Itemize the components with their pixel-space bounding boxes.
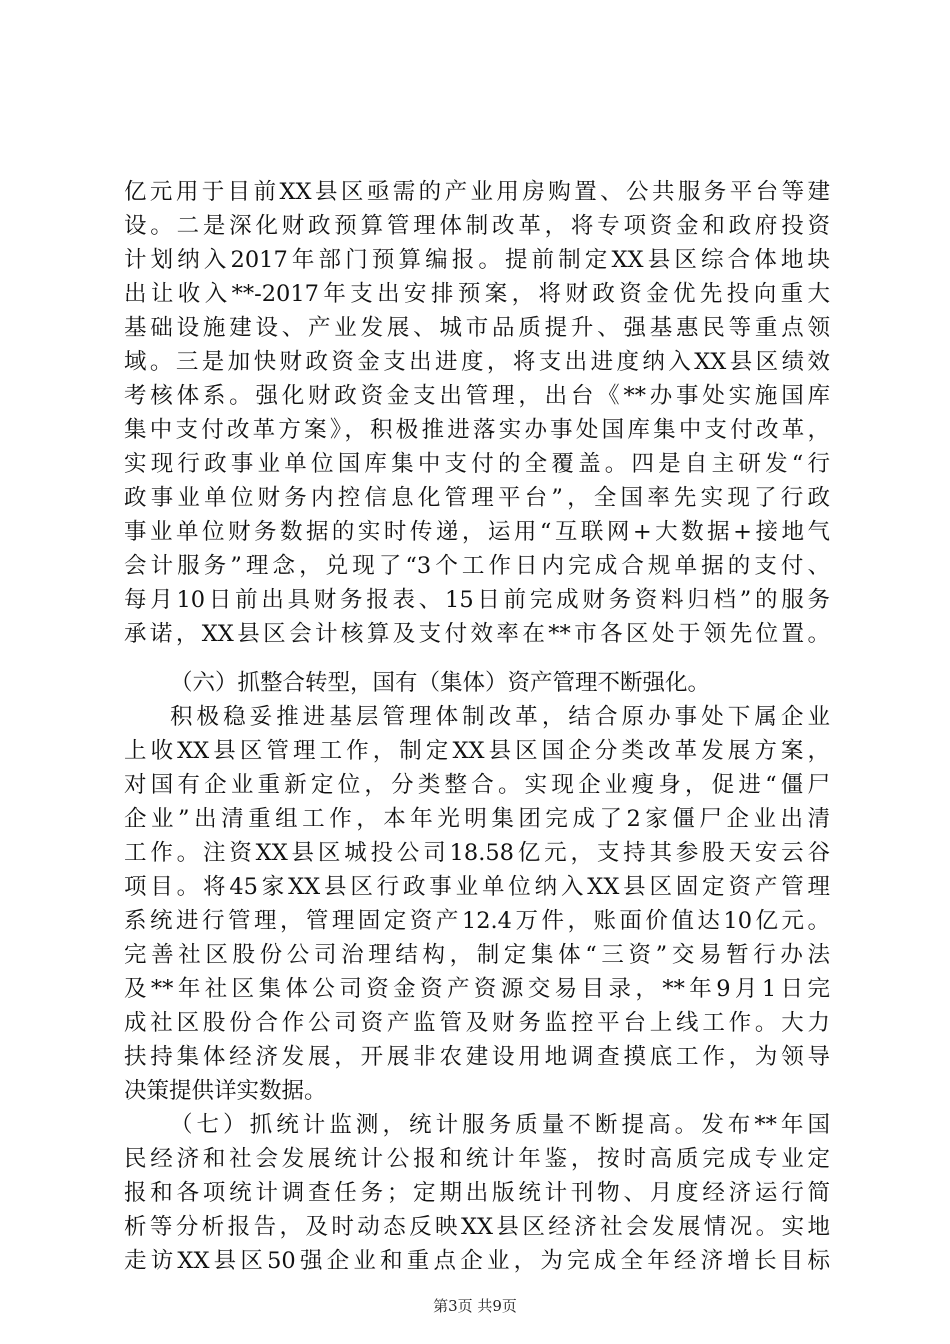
text-line: 走访XX县区50强企业和重点企业，为完成全年经济增长目标 bbox=[124, 1248, 830, 1274]
text-line: 项目。将45家XX县区行政事业单位纳入XX县区固定资产管理 bbox=[124, 874, 830, 900]
text-line: 每月10日前出具财务报表、15日前完成财务资料归档”的服务 bbox=[124, 587, 830, 613]
text-line: 实现行政事业单位国库集中支付的全覆盖。四是自主研发“行 bbox=[124, 451, 830, 477]
text-line: 民经济和社会发展统计公报和统计年鉴，按时高质完成专业定 bbox=[124, 1146, 830, 1172]
text-line: 决策提供详实数据。 bbox=[124, 1078, 327, 1104]
page-number-footer: 第3页 共9页 bbox=[433, 1297, 517, 1315]
text-line: 及**年社区集体公司资金资产资源交易目录，**年9月1日完 bbox=[124, 976, 830, 1002]
text-line: 析等分析报告，及时动态反映XX县区经济社会发展情况。实地 bbox=[124, 1214, 830, 1240]
text-line: 政事业单位财务内控信息化管理平台”，全国率先实现了行政 bbox=[124, 485, 830, 511]
text-line: 域。三是加快财政资金支出进度，将支出进度纳入XX县区绩效 bbox=[124, 349, 830, 375]
text-line: 积极稳妥推进基层管理体制改革，结合原办事处下属企业 bbox=[170, 704, 830, 730]
text-line: 企业”出清重组工作，本年光明集团完成了2家僵尸企业出清 bbox=[124, 806, 830, 832]
text-line: 扶持集体经济发展，开展非农建设用地调查摸底工作，为领导 bbox=[124, 1044, 830, 1070]
text-line: 对国有企业重新定位，分类整合。实现企业瘦身，促进“僵尸 bbox=[124, 772, 830, 798]
text-line: 亿元用于目前XX县区亟需的产业用房购置、公共服务平台等建 bbox=[124, 179, 830, 205]
text-line: 计划纳入2017年部门预算编报。提前制定XX县区综合体地块 bbox=[124, 247, 830, 273]
text-line: 承诺，XX县区会计核算及支付效率在**市各区处于领先位置。 bbox=[124, 621, 830, 647]
text-line: 出让收入**-2017年支出安排预案，将财政资金优先投向重大 bbox=[124, 281, 830, 307]
text-line: 工作。注资XX县区城投公司18.58亿元，支持其参股天安云谷 bbox=[124, 840, 830, 866]
text-line: 会计服务”理念，兑现了“3个工作日内完成合规单据的支付、 bbox=[124, 553, 830, 579]
text-line: 集中支付改革方案》，积极推进落实办事处国库集中支付改革， bbox=[124, 417, 830, 443]
text-line: 基础设施建设、产业发展、城市品质提升、强基惠民等重点领 bbox=[124, 315, 830, 341]
text-line: 成社区股份合作公司资产监管及财务监控平台上线工作。大力 bbox=[124, 1010, 830, 1036]
text-line: 上收XX县区管理工作，制定XX县区国企分类改革发展方案， bbox=[124, 738, 830, 764]
section-heading: （七）抓统计监测，统计服务质量不断提高。发布**年国 bbox=[170, 1112, 830, 1138]
text-line: 考核体系。强化财政资金支出管理，出台《**办事处实施国库 bbox=[124, 383, 830, 409]
text-line: 系统进行管理，管理固定资产12.4万件，账面价值达10亿元。 bbox=[124, 908, 830, 934]
section-heading: （六）抓整合转型，国有（集体）资产管理不断强化。 bbox=[170, 670, 711, 696]
text-line: 完善社区股份公司治理结构，制定集体“三资”交易暂行办法 bbox=[124, 942, 830, 968]
text-line: 报和各项统计调查任务；定期出版统计刊物、月度经济运行简 bbox=[124, 1180, 830, 1206]
text-line: 事业单位财务数据的实时传递，运用“互联网+大数据+接地气 bbox=[124, 519, 830, 545]
text-line: 设。二是深化财政预算管理体制改革，将专项资金和政府投资 bbox=[124, 213, 830, 239]
